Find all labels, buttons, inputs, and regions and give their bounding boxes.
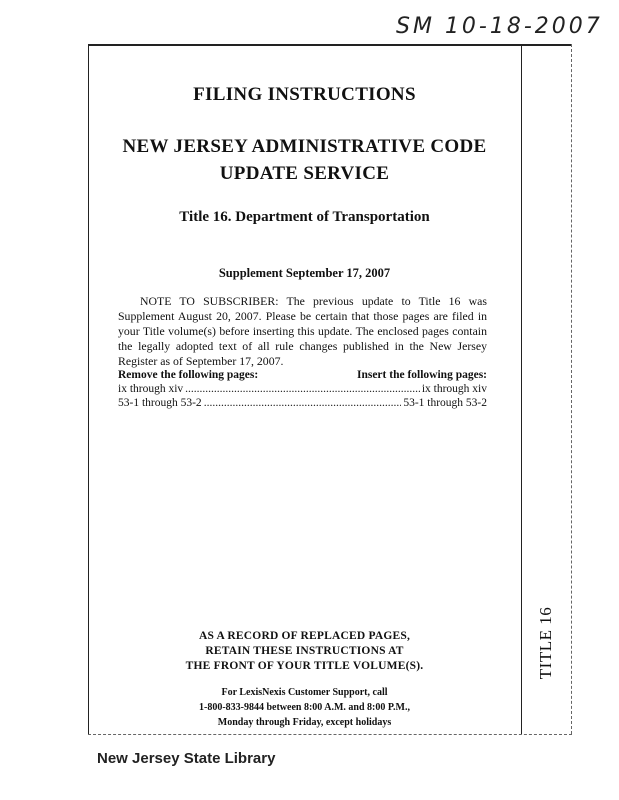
- frame-right-border: [571, 44, 572, 734]
- record-instructions: [88, 629, 521, 674]
- dot-leader: [204, 396, 402, 410]
- dot-leader: [185, 382, 420, 396]
- remove-pages-header: Remove the following pages:: [118, 369, 259, 381]
- insert-pages-header: Insert the following pages:: [356, 369, 487, 381]
- supplement-date: Supplement September 17, 2007: [218, 266, 391, 280]
- frame-top-border: [88, 44, 572, 46]
- page-table-row: [118, 382, 487, 396]
- department-title: Title 16. Department of Transportation: [179, 209, 430, 225]
- insert-pages-value: 53-1 through 53-2: [403, 397, 487, 409]
- page-replacement-table: [118, 368, 487, 410]
- customer-support-info: [88, 685, 521, 730]
- frame-bottom-border: [88, 734, 572, 735]
- tab-label: TITLE 16: [536, 606, 555, 680]
- page-table-row: [118, 396, 487, 410]
- record-line3: THE FRONT OF YOUR TITLE VOLUME(S).: [185, 660, 424, 672]
- record-line2: RETAIN THESE INSTRUCTIONS AT: [205, 645, 404, 657]
- code-title-line2: UPDATE SERVICE: [219, 163, 390, 184]
- filing-title: FILING INSTRUCTIONS: [193, 84, 416, 105]
- insert-pages-value: ix through xiv: [421, 383, 487, 395]
- remove-pages-value: 53-1 through 53-2: [118, 397, 202, 409]
- code-title-line1: NEW JERSEY ADMINISTRATIVE CODE: [122, 136, 487, 157]
- handwritten-date-note: SM 10-18-2007: [396, 14, 603, 39]
- library-footer: New Jersey State Library: [97, 750, 276, 767]
- code-title: [88, 133, 521, 187]
- record-line1: AS A RECORD OF REPLACED PAGES,: [198, 630, 411, 642]
- page-table-header: [118, 368, 487, 382]
- frame-tab-divider: [521, 46, 522, 734]
- subscriber-note: NOTE TO SUBSCRIBER: The previous update to Title 16 was Supplement August 20, 2007. Please be certain that those pages are filed in your Title volume(s) before inserting this update. The enclosed pages contain the legally adopted text of all rule changes published in the New Jersey Register as of September 17, 2007.: [118, 294, 487, 368]
- support-line1: For LexisNexis Customer Support, call: [221, 687, 388, 698]
- remove-pages-value: ix through xiv: [118, 383, 184, 395]
- support-line3: Monday through Friday, except holidays: [217, 717, 392, 728]
- support-line2: 1-800-833-9844 between 8:00 A.M. and 8:00 P.M.,: [198, 702, 410, 713]
